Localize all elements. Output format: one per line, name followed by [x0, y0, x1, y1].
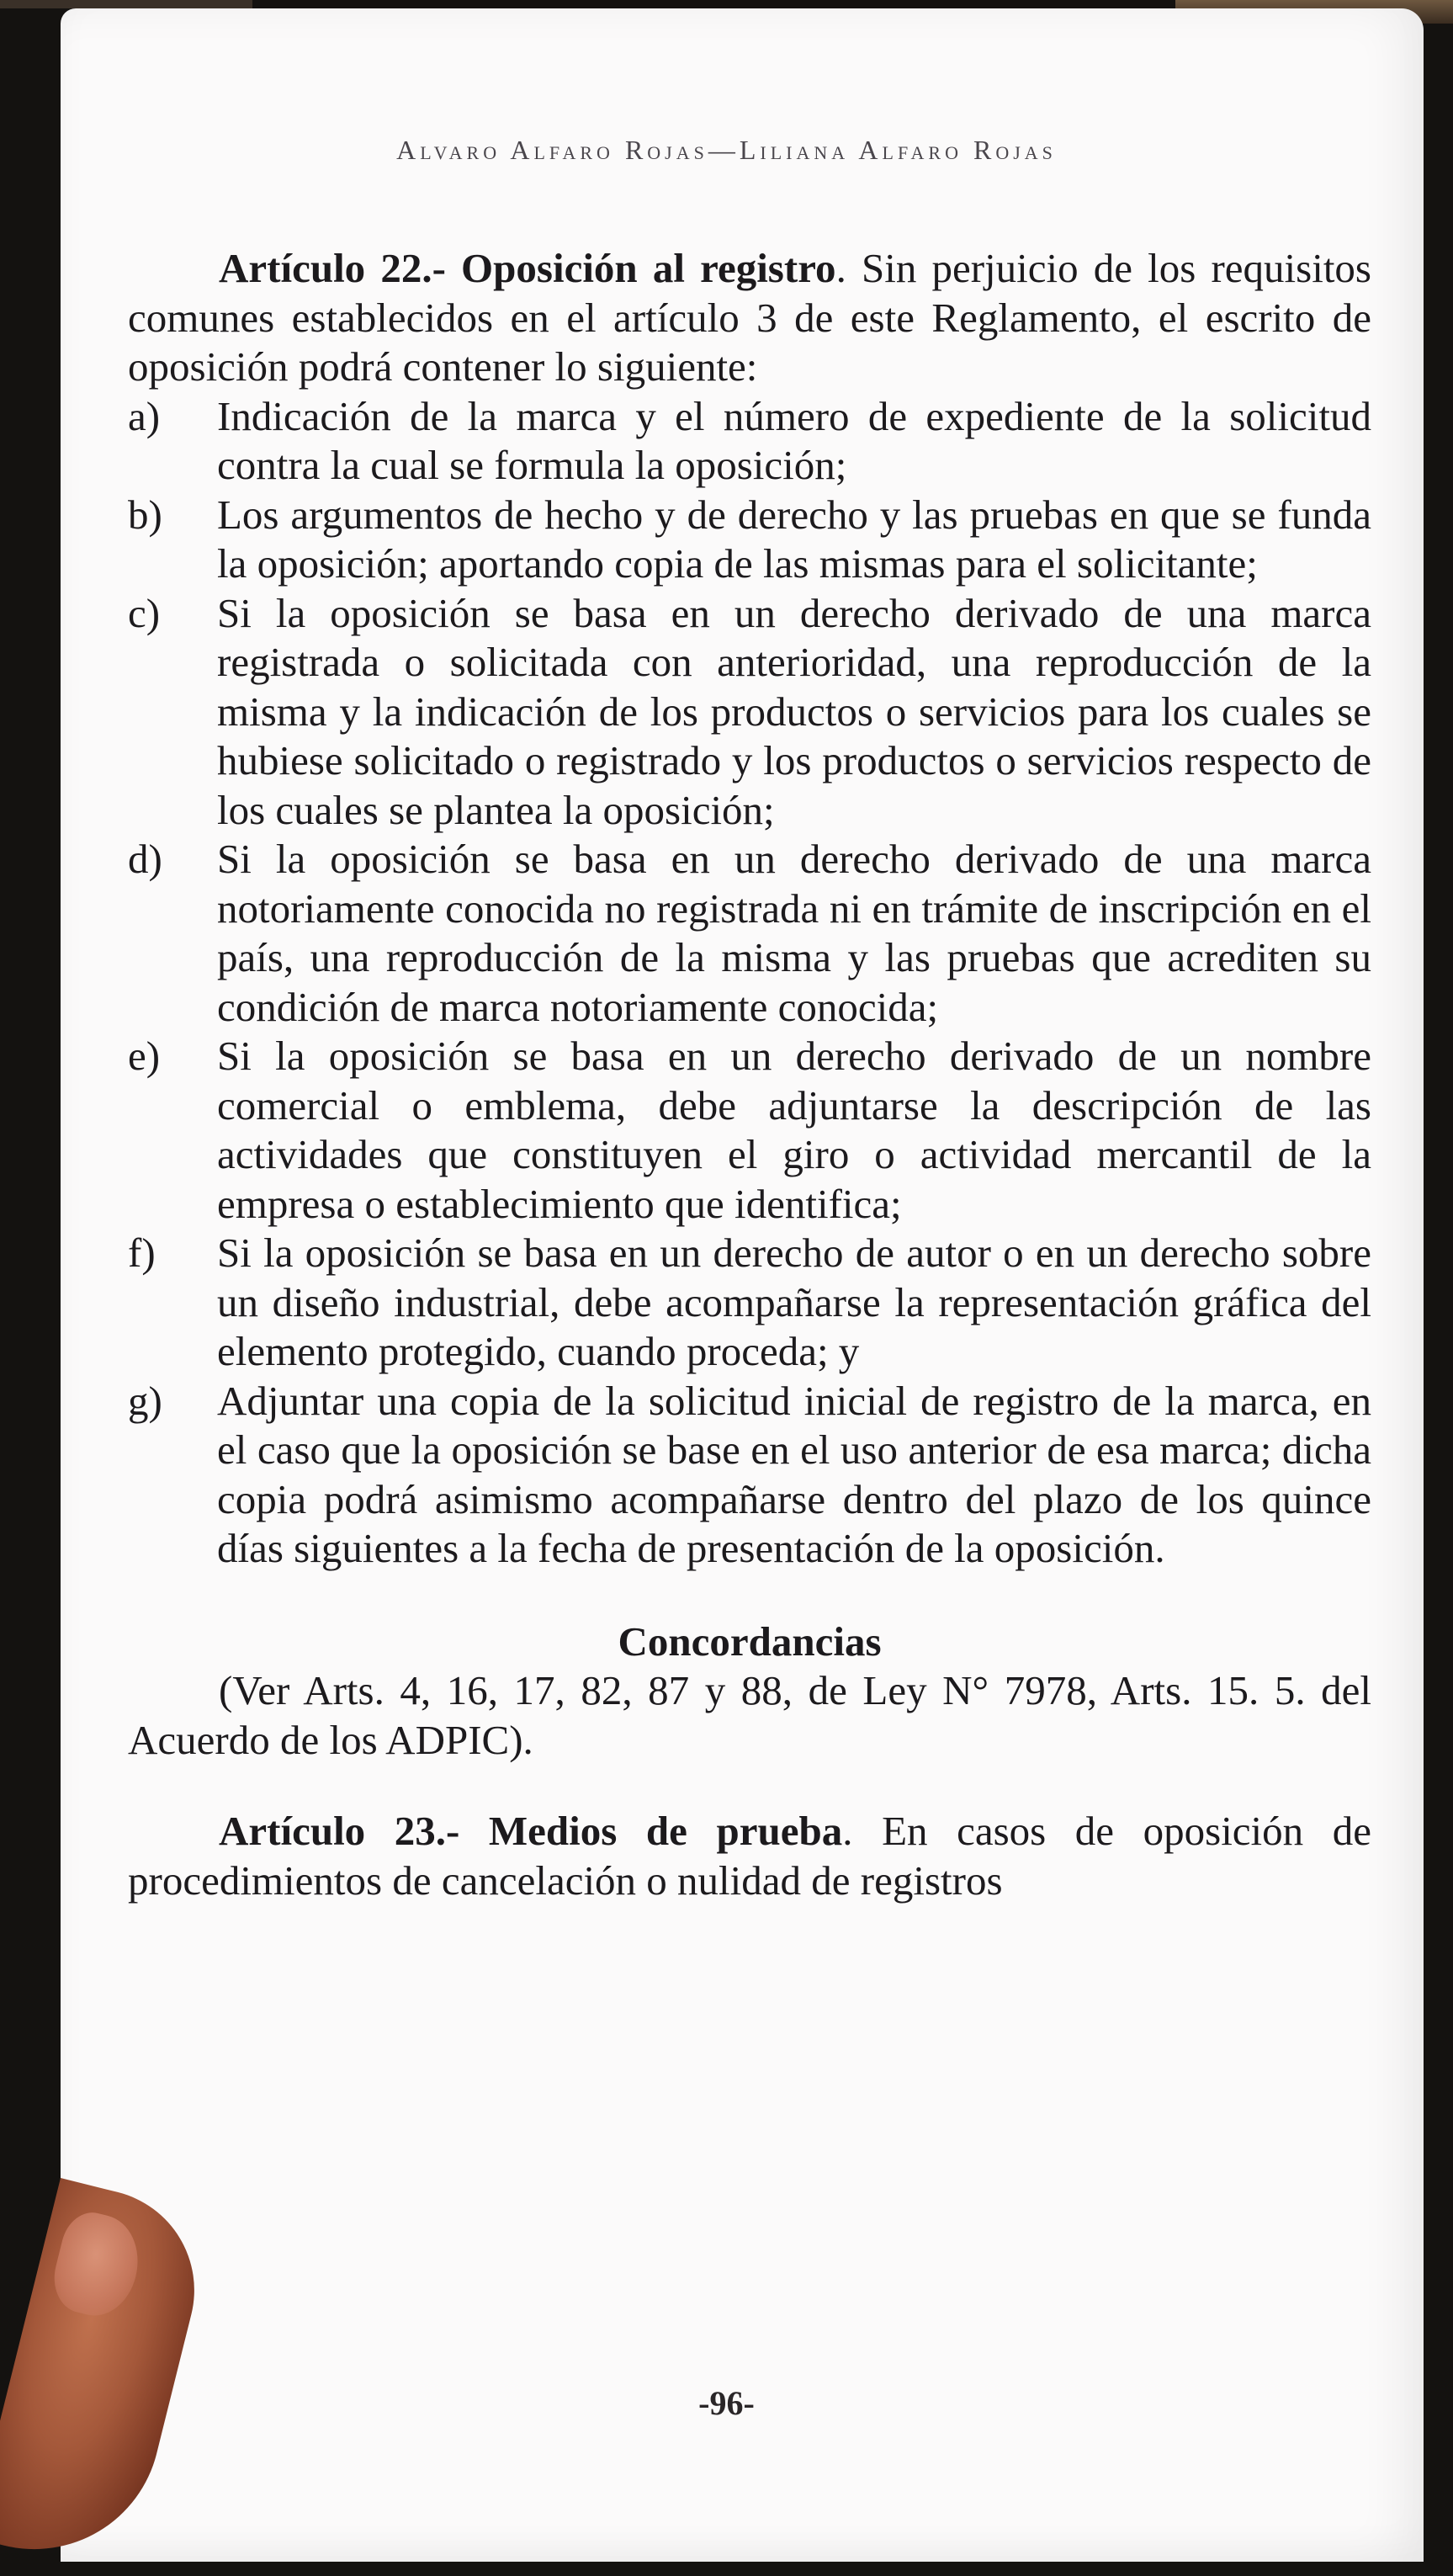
list-marker: f)	[128, 1230, 156, 1276]
list-item	[128, 392, 1371, 491]
list-item-text: Adjuntar una copia de la solicitud inicial de registro de la marca, en el caso que la oposición se base en el uso anterior de esa marca; dicha copia podrá asimismo acompañarse dentro del plazo de los quince días siguientes a la fecha de presentación de la oposición.	[217, 1377, 1371, 1571]
list-marker: d)	[128, 836, 162, 882]
requirements-list	[128, 392, 1371, 1574]
list-marker: b)	[128, 491, 162, 538]
concordancias-title: Concordancias	[618, 1617, 882, 1665]
list-item	[128, 1032, 1371, 1229]
article-23-paragraph	[128, 1807, 1371, 1905]
list-marker: c)	[128, 589, 161, 636]
running-header: Alvaro Alfaro Rojas—Liliana Alfaro Rojas	[396, 135, 1057, 165]
book-edge-left	[0, 0, 252, 8]
list-item	[128, 1377, 1371, 1574]
list-marker: g)	[128, 1377, 162, 1424]
concordancias-text: (Ver Arts. 4, 16, 17, 82, 87 y 88, de Ley N° 7978, Arts. 15. 5. del Acuerdo de los ADPIC).	[128, 1667, 1371, 1763]
list-item	[128, 491, 1371, 589]
list-item	[128, 835, 1371, 1032]
thumbnail-highlight	[46, 2207, 148, 2324]
page-body	[128, 244, 1371, 1905]
article-22-paragraph	[128, 244, 1371, 392]
page-number: -96-	[698, 2384, 755, 2422]
article-23-heading: Artículo 23.- Medios de prueba	[219, 1808, 843, 1854]
article-22-intro: . Sin perjuicio de los requisitos comunes establecidos en el artículo 3 de este Reglamento, el escrito de oposición podrá contener lo siguiente:	[128, 245, 1372, 390]
list-item-text: Si la oposición se basa en un derecho derivado de una marca registrada o solicitada con anterioridad, una reproducción de la misma y la indicación de los productos o servicios para los cuales se hubiese solicitado o registrado y los productos o servicios respecto de los cuales se plantea la oposición;	[217, 589, 1371, 833]
article-22-heading: Artículo 22.- Oposición al registro	[219, 245, 836, 291]
list-item-text: Los argumentos de hecho y de derecho y las pruebas en que se funda la oposición; aportando copia de las mismas para el solicitante;	[217, 491, 1371, 587]
list-marker: e)	[128, 1033, 161, 1079]
list-item	[128, 1229, 1371, 1377]
list-item-text: Si la oposición se basa en un derecho de autor o en un derecho sobre un diseño industrial, debe acompañarse la representación gráfica del elemento protegido, cuando proceda; y	[217, 1230, 1371, 1374]
list-item-text: Si la oposición se basa en un derecho derivado de un nombre comercial o emblema, debe adjuntarse la descripción de las actividades que constituyen el giro o actividad mercantil de la empresa o establecimiento que identifica;	[217, 1033, 1371, 1227]
list-item-text: Indicación de la marca y el número de expediente de la solicitud contra la cual se formula la oposición;	[217, 392, 1371, 488]
list-item	[128, 589, 1371, 836]
list-item-text: Si la oposición se basa en un derecho derivado de una marca notoriamente conocida no registrada ni en trámite de inscripción en el país, una reproducción de la misma y las pruebas que acrediten su condición de marca notoriamente conocida;	[217, 836, 1371, 1030]
list-marker: a)	[128, 392, 161, 439]
article-23-text: . En casos de oposición de procedimientos de cancelación o nulidad de registros	[128, 1808, 1371, 1904]
